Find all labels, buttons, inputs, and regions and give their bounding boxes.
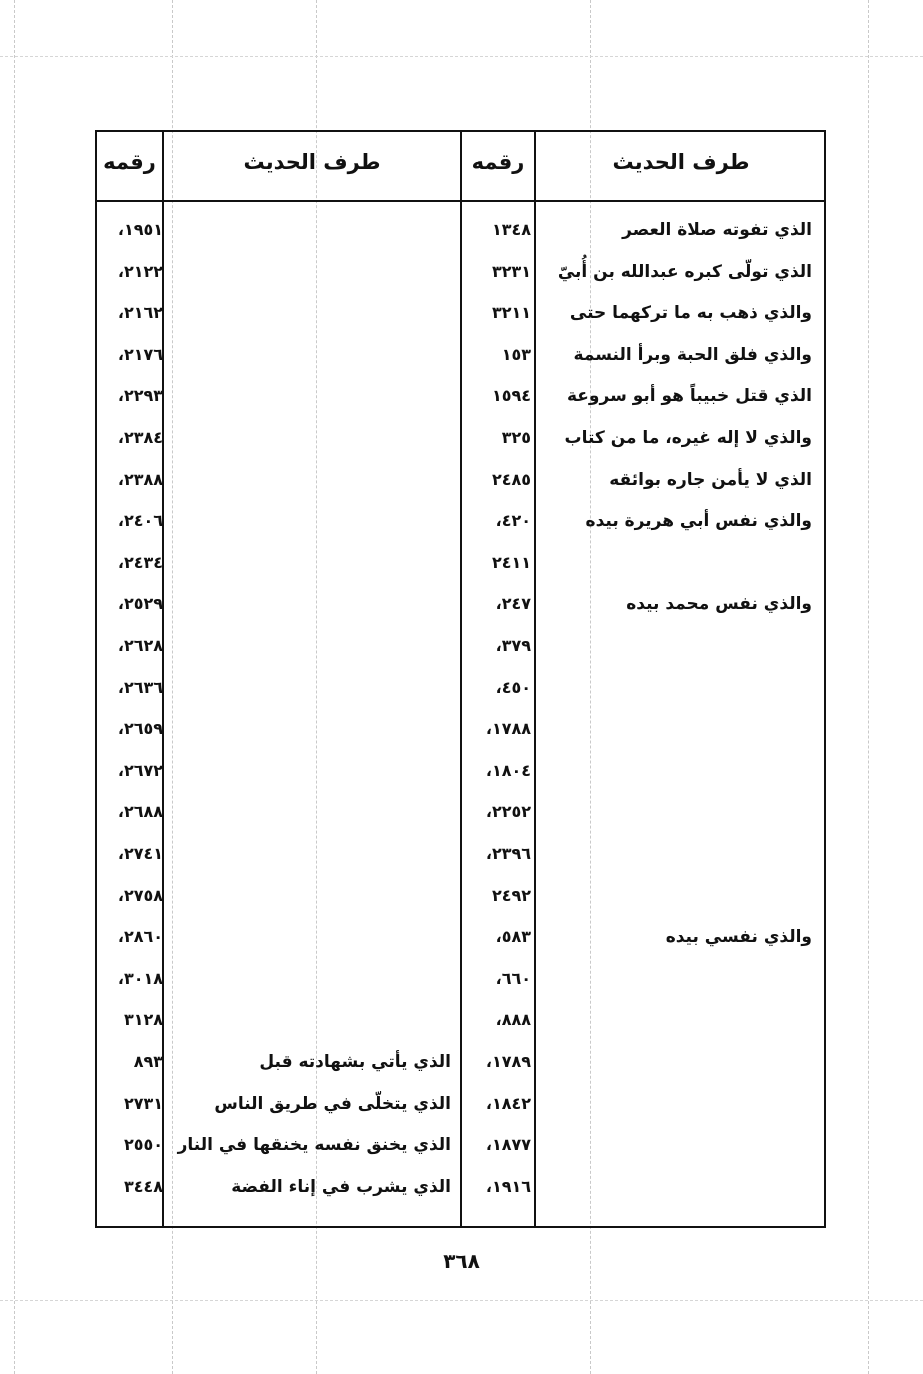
hadith-phrase [542, 795, 812, 829]
hadith-phrase: الذي يتخلّى في طريق الناس [214, 1094, 451, 1114]
hadith-number: ٣٤٤٨ [123, 1177, 163, 1196]
scan-guide-line [868, 0, 869, 1374]
hadith-phrase [175, 671, 451, 705]
hadith-number: ١٩٥١، [117, 220, 163, 239]
hadith-number: ٢٦٢٨، [117, 636, 163, 655]
hadith-number: ٣٠١٨، [117, 969, 163, 988]
header-right-number: رقمه [471, 150, 525, 174]
hadith-number: ٢٤٩٢ [491, 886, 531, 905]
header-divider [97, 200, 824, 202]
hadith-number: ٢٦٥٩، [117, 719, 163, 738]
hadith-number: ٣٧٩، [495, 636, 531, 655]
page-number: ٣٦٨ [443, 1249, 480, 1273]
column-divider [460, 132, 462, 1226]
hadith-phrase [175, 629, 451, 663]
hadith-phrase [542, 837, 812, 871]
hadith-phrase [175, 379, 451, 413]
hadith-number: ١٨٧٧، [485, 1135, 531, 1154]
hadith-number: ٢٤٣٤، [117, 553, 163, 572]
hadith-phrase [175, 1003, 451, 1037]
hadith-number: ١٧٨٨، [485, 719, 531, 738]
hadith-number: ٢٧٤١، [117, 844, 163, 863]
hadith-number: ٢٤٠٦، [117, 511, 163, 530]
hadith-number: ٢٧٥٨، [117, 886, 163, 905]
hadith-number: ٢٤١١ [491, 553, 531, 572]
hadith-number: ٢٨٦٠، [117, 927, 163, 946]
hadith-number: ٢٢٩٣، [117, 386, 163, 405]
hadith-phrase [175, 463, 451, 497]
hadith-number: ٢٦٧٢، [117, 761, 163, 780]
hadith-phrase [175, 546, 451, 580]
hadith-number: ٢١٢٢، [117, 262, 163, 281]
hadith-phrase [175, 920, 451, 954]
hadith-phrase: الذي يخنق نفسه يخنقها في النار [177, 1135, 451, 1155]
hadith-phrase [542, 962, 812, 996]
hadith-phrase [542, 546, 812, 580]
hadith-phrase: والذي نفسي بيده [665, 927, 812, 947]
hadith-number: ٦٦٠، [495, 969, 531, 988]
hadith-number: ٤٥٠، [495, 678, 531, 697]
scan-guide-line [0, 56, 923, 57]
hadith-number: ٢١٦٢، [117, 303, 163, 322]
hadith-number: ٣١٢٨ [123, 1010, 163, 1029]
hadith-number: ٢٦٣٦، [117, 678, 163, 697]
hadith-phrase [175, 504, 451, 538]
hadith-number: ٢٤٧، [495, 594, 531, 613]
hadith-phrase [175, 587, 451, 621]
hadith-number: ٣٢١١ [491, 303, 531, 322]
hadith-number: ٢٥٥٠ [123, 1135, 163, 1154]
hadith-phrase [175, 213, 451, 247]
hadith-phrase [175, 962, 451, 996]
hadith-number: ١٨٤٢، [485, 1094, 531, 1113]
hadith-phrase [175, 421, 451, 455]
hadith-number: ٢٤٨٥ [491, 470, 531, 489]
hadith-number: ٢٥٢٩، [117, 594, 163, 613]
hadith-index-table [95, 130, 826, 1228]
hadith-number: ١٨٠٤، [485, 761, 531, 780]
hadith-number: ٢٣٨٨، [117, 470, 163, 489]
hadith-phrase [542, 879, 812, 913]
hadith-phrase: والذي لا إله غيره، ما من كتاب [564, 428, 812, 448]
hadith-phrase [175, 795, 451, 829]
hadith-phrase [542, 671, 812, 705]
hadith-phrase [175, 338, 451, 372]
hadith-phrase: والذي ذهب به ما تركهما حتى [569, 303, 812, 323]
hadith-phrase [175, 879, 451, 913]
hadith-number: ٥٨٣، [495, 927, 531, 946]
hadith-phrase [175, 255, 451, 289]
hadith-number: ٢٧٣١ [123, 1094, 163, 1113]
hadith-number: ٢٢٥٢، [485, 802, 531, 821]
hadith-phrase [175, 296, 451, 330]
hadith-number: ١٥٣ [501, 345, 531, 364]
hadith-phrase: الذي لا يأمن جاره بوائقه [609, 470, 812, 490]
hadith-number: ٢١٧٦، [117, 345, 163, 364]
hadith-phrase [542, 629, 812, 663]
scan-guide-line [0, 1300, 923, 1301]
hadith-number: ٢٣٩٦، [485, 844, 531, 863]
hadith-phrase: الذي قتل خبيباً هو أبو سروعة [567, 386, 812, 406]
hadith-number: ٢٣٨٤، [117, 428, 163, 447]
hadith-phrase [542, 1045, 812, 1079]
hadith-number: ٨٩٣ [133, 1052, 163, 1071]
hadith-number: ١٧٨٩، [485, 1052, 531, 1071]
hadith-phrase: والذي نفس محمد بيده [626, 594, 812, 614]
hadith-phrase: والذي نفس أبي هريرة بيده [585, 511, 812, 531]
hadith-number: ٢٦٨٨، [117, 802, 163, 821]
header-right-text: طرف الحديث [612, 150, 750, 174]
hadith-phrase [542, 1087, 812, 1121]
hadith-number: ٤٢٠، [495, 511, 531, 530]
scan-guide-line [14, 0, 15, 1374]
hadith-number: ١٥٩٤ [491, 386, 531, 405]
hadith-phrase [542, 754, 812, 788]
header-left-text: طرف الحديث [243, 150, 381, 174]
hadith-number: ٨٨٨، [495, 1010, 531, 1029]
hadith-phrase [175, 837, 451, 871]
hadith-phrase: الذي يشرب في إناء الفضة [231, 1177, 451, 1197]
hadith-phrase [175, 754, 451, 788]
hadith-phrase [542, 1003, 812, 1037]
hadith-phrase: الذي يأتي بشهادته قبل [259, 1052, 451, 1072]
column-divider [534, 132, 536, 1226]
hadith-number: ١٩١٦، [485, 1177, 531, 1196]
hadith-number: ١٣٤٨ [491, 220, 531, 239]
hadith-number: ٣٢٣١ [491, 262, 531, 281]
hadith-phrase [175, 712, 451, 746]
hadith-phrase: الذي تفوته صلاة العصر [622, 220, 812, 240]
hadith-phrase [542, 1128, 812, 1162]
header-left-number: رقمه [103, 150, 156, 174]
hadith-phrase: الذي تولّى كبره عبدالله بن أُبيّ [557, 262, 812, 282]
hadith-phrase [542, 712, 812, 746]
hadith-number: ٣٢٥ [501, 428, 531, 447]
hadith-phrase: والذي فلق الحبة وبرأ النسمة [573, 345, 812, 365]
hadith-phrase [542, 1170, 812, 1204]
